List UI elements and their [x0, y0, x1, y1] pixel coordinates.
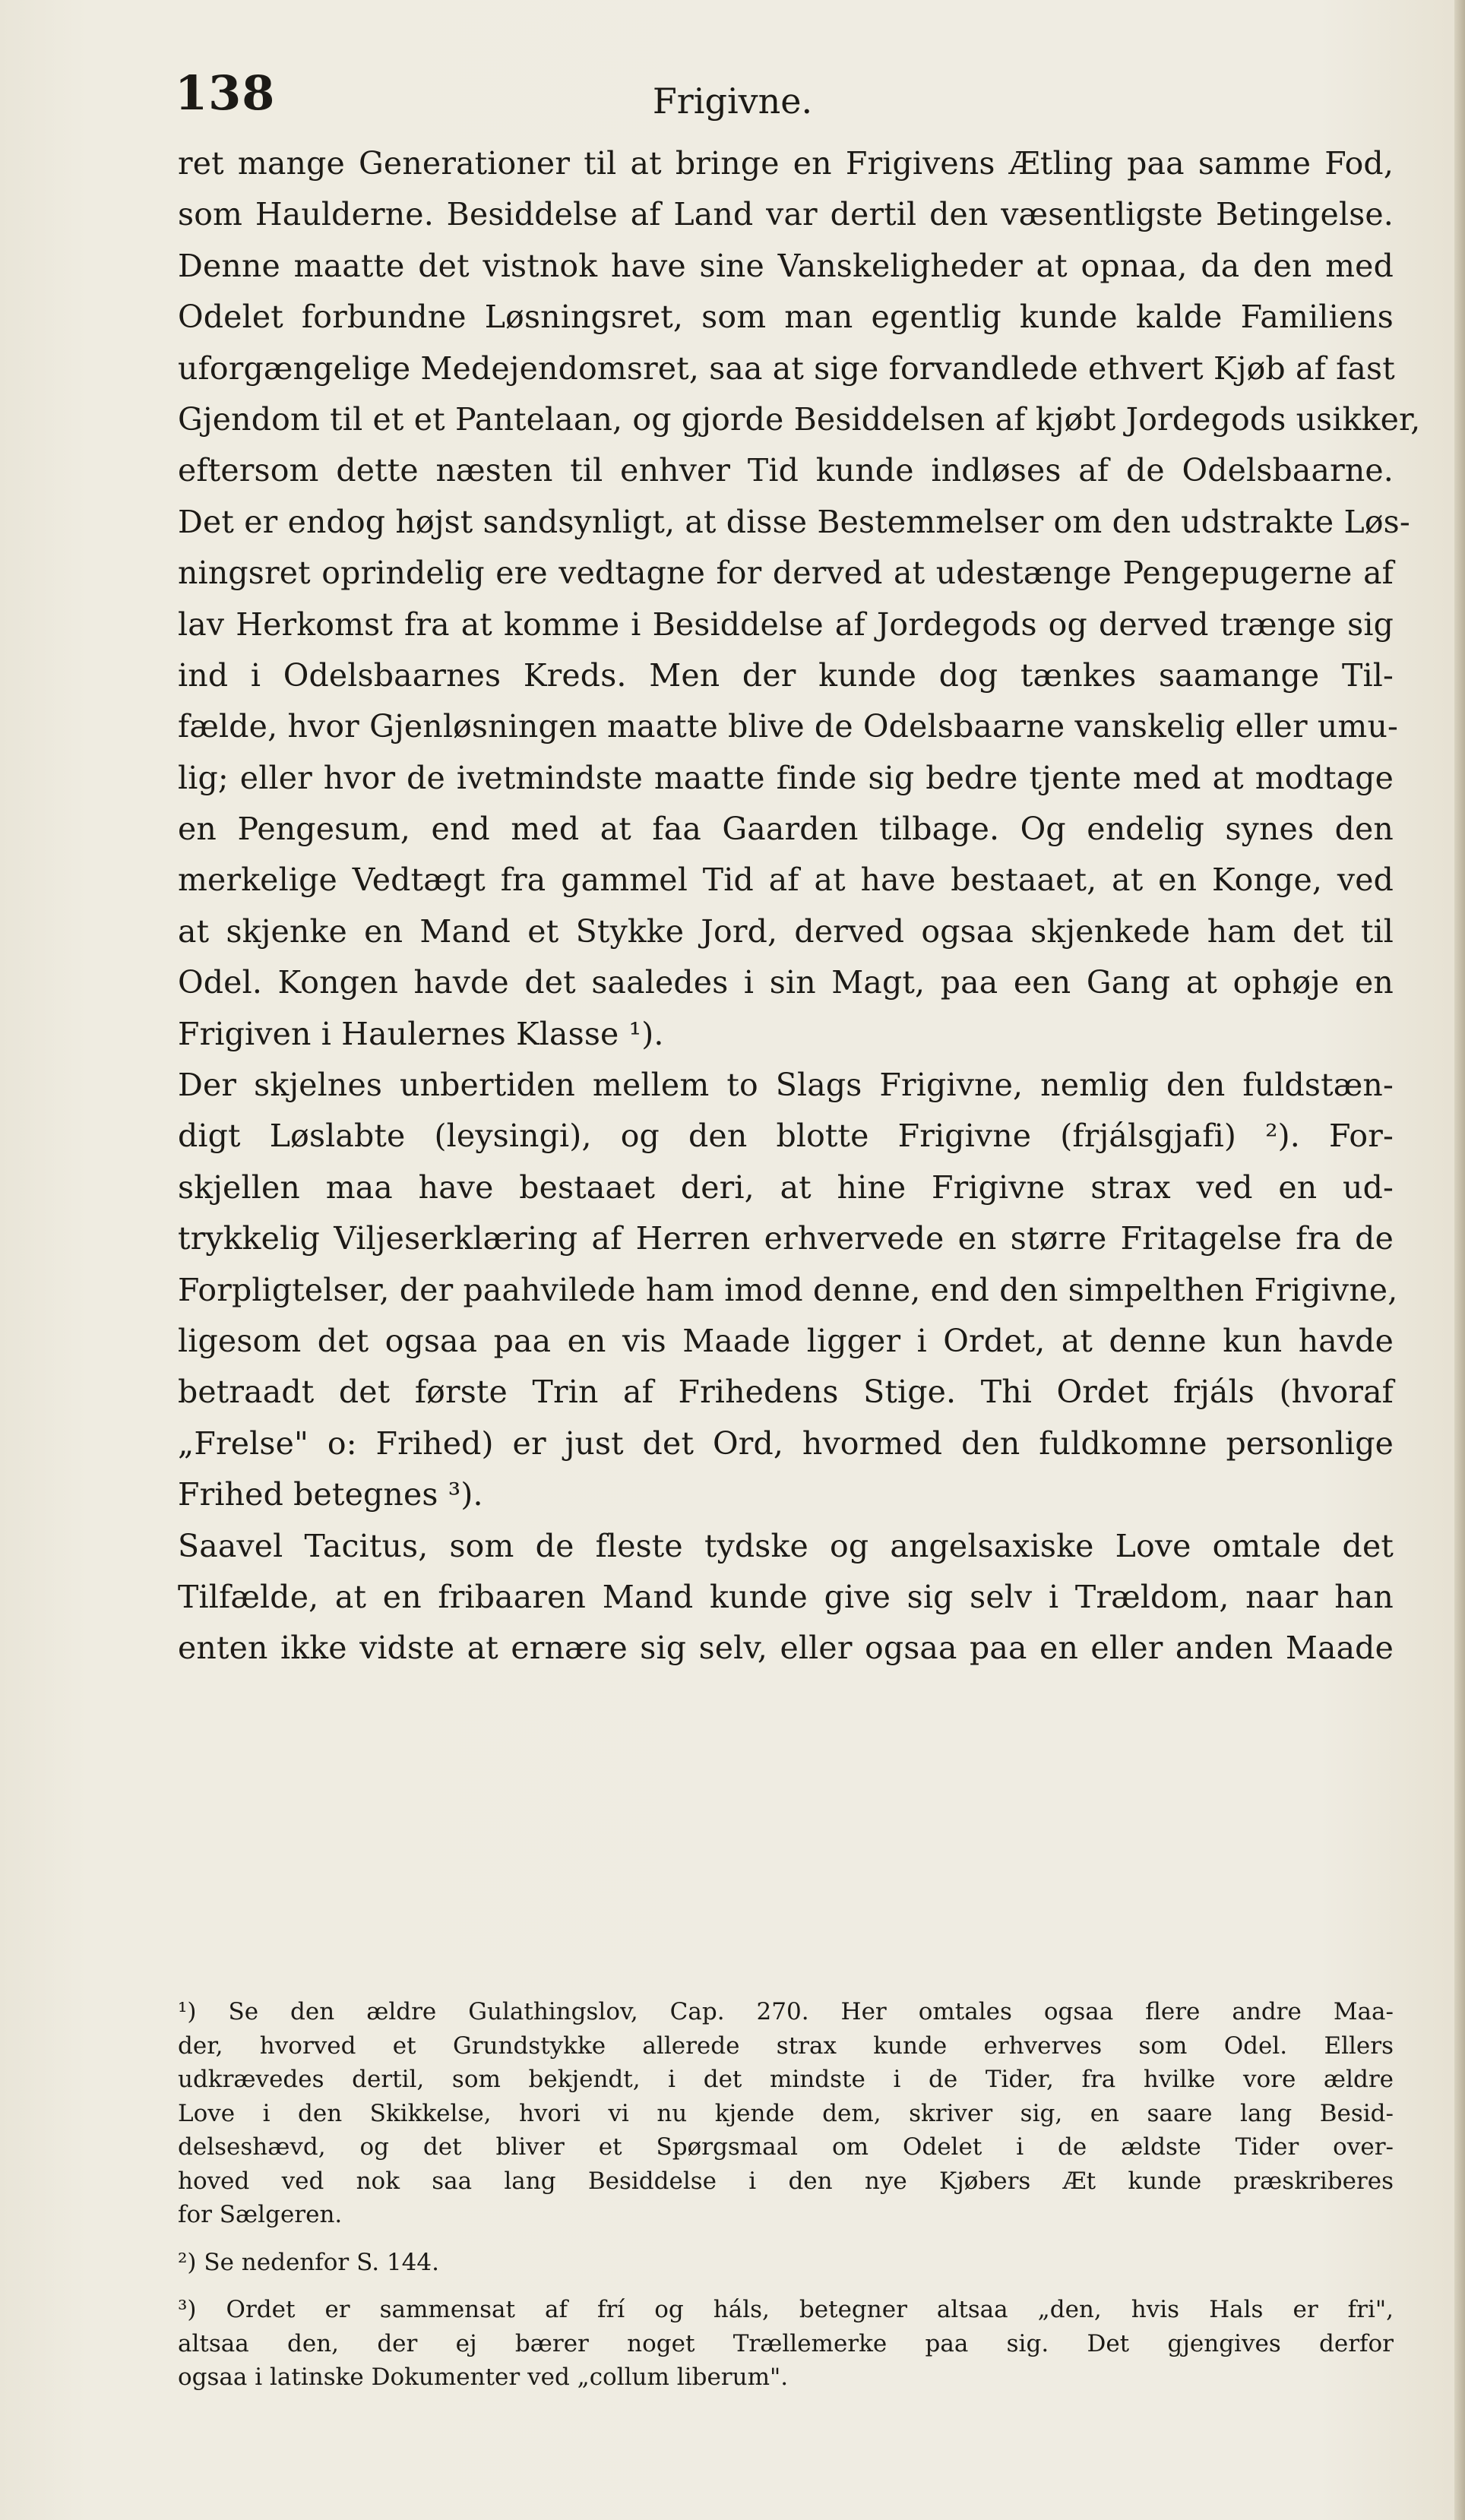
text-line: Denne maatte det vistnok have sine Vanskeligheder at opnaa, da den med [178, 247, 1394, 284]
footnote-line: for Sælgeren. [178, 2201, 343, 2228]
text-line: ind i Odelsbaarnes Kreds. Men der kunde dog tænkes saamange Til- [178, 656, 1394, 694]
text-line: Frihed betegnes ³). [178, 1476, 483, 1513]
text-line: merkelige Vedtægt fra gammel Tid af at have bestaaet, at en Konge, ved [178, 862, 1394, 899]
text-line: at skjenke en Mand et Stykke Jord, derved ogsaa skjenkede ham det til [178, 912, 1394, 950]
footnotes [178, 1995, 1394, 2395]
book-spine-edge [1454, 0, 1465, 2520]
main-text [178, 138, 1421, 1674]
text-line: „Frelse" o: Frihed) er just det Ord, hvormed den fuldkomne personlige [178, 1424, 1394, 1462]
footnote-line: delseshævd, og det bliver et Spørgsmaal om Odelet i de ældste Tider over- [178, 2133, 1394, 2161]
text-line: ligesom det ogsaa paa en vis Maade ligger i Ordet, at denne kun havde [178, 1322, 1394, 1359]
text-line: eftersom dette næsten til enhver Tid kunde indløses af de Odelsbaarne. [178, 452, 1394, 489]
text-line: enten ikke vidste at ernære sig selv, eller ogsaa paa en eller anden Maade [178, 1630, 1394, 1667]
running-title: Frigivne. [652, 81, 813, 122]
text-line: lav Herkomst fra at komme i Besiddelse af Jordegods og derved trænge sig [178, 605, 1394, 643]
text-line: en Pengesum, end med at faa Gaarden tilbage. Og endelig synes den [178, 811, 1394, 848]
text-line: lig; eller hvor de ivetmindste maatte finde sig bedre tjente med at modtage [178, 759, 1394, 796]
footnote-line: der, hvorved et Grundstykke allerede strax kunde erhverves som Odel. Ellers [178, 2031, 1394, 2060]
text-line: Saavel Tacitus, som de fleste tydske og angelsaxiske Love omtale det [178, 1527, 1394, 1564]
footnote-line: ¹) Se den ældre Gulathingslov, Cap. 270. Her omtales ogsaa flere andre Maa- [178, 1998, 1394, 2025]
text-line: Odelet forbundne Løsningsret, som man egentlig kunde kalde Familiens [178, 299, 1394, 336]
text-line: trykkelig Viljeserklæring af Herren erhvervede en større Fritagelse fra de [178, 1220, 1394, 1257]
text-line: Odel. Kongen havde det saaledes i sin Magt, paa een Gang at ophøje en [178, 964, 1394, 1001]
text-line: uforgængelige Medejendomsret, saa at sige forvandlede ethvert Kjøb af fast [178, 349, 1395, 387]
text-line: Tilfælde, at en fribaaren Mand kunde give sig selv i Trældom, naar han [178, 1578, 1394, 1615]
text-line: ret mange Generationer til at bringe en Frigivens Ætling paa samme Fod, [178, 145, 1394, 182]
text-line: som Haulderne. Besiddelse af Land var dertil den væsentligste Betingelse. [178, 196, 1394, 233]
footnote-line: ²) Se nedenfor S. 144. [178, 2248, 439, 2276]
footnote-line: Love i den Skikkelse, hvori vi nu kjende dem, skriver sig, en saare lang Besid- [178, 2099, 1394, 2127]
footnote-line: altsaa den, der ej bærer noget Trællemerke paa sig. Det gjengives derfor [178, 2329, 1394, 2357]
text-line: Forpligtelser, der paahvilede ham imod denne, end den simpelthen Frigivne, [178, 1271, 1398, 1308]
footnote-line: hoved ved nok saa lang Besiddelse i den nye Kjøbers Æt kunde præskriberes [178, 2167, 1394, 2195]
footnote-line: ogsaa i latinske Dokumenter ved „collum liberum". [178, 2363, 789, 2391]
footnote-line: ³) Ordet er sammensat af frí og háls, betegner altsaa „den, hvis Hals er fri", [178, 2296, 1394, 2323]
text-line: skjellen maa have bestaaet deri, at hine Frigivne strax ved en ud- [178, 1168, 1394, 1206]
text-line: Det er endog højst sandsynligt, at disse Bestemmelser om den udstrakte Løs- [178, 503, 1410, 540]
text-line: ningsret oprindelig ere vedtagne for derved at udestænge Pengepugerne af [178, 555, 1394, 592]
text-line: Gjendom til et et Pantelaan, og gjorde Besiddelsen af kjøbt Jordegods usikker, [178, 400, 1421, 438]
text-line: Der skjelnes unbertiden mellem to Slags Frigivne, nemlig den fuldstæn- [178, 1067, 1394, 1104]
footnote-line: udkrævedes dertil, som bekjendt, i det mindste i de Tider, fra hvilke vore ældre [178, 2066, 1394, 2093]
page-number: 138 [175, 65, 276, 121]
text-line: fælde, hvor Gjenløsningen maatte blive de Odelsbaarne vanskelig eller umu- [178, 708, 1399, 745]
text-line: betraadt det første Trin af Frihedens Stige. Thi Ordet frjáls (hvoraf [178, 1374, 1394, 1411]
text-line: digt Løslabte (leysingi), og den blotte Frigivne (frjálsgjafi) ²). For- [178, 1118, 1394, 1155]
text-line: Frigiven i Haulernes Klasse ¹). [178, 1015, 664, 1052]
